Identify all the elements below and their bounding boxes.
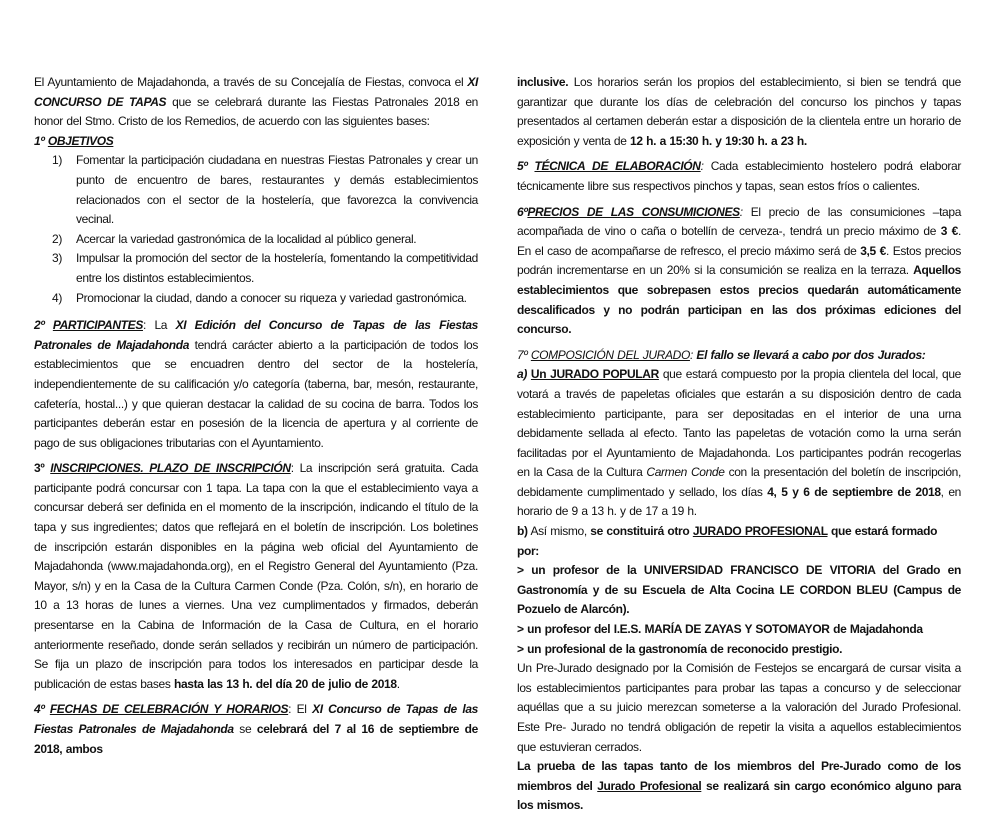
section-4-paragraph: 4º FECHAS DE CELEBRACIÓN Y HORARIOS: El XI Concurso de Tapas de las Fiestas Patronales de Majadahonda se celebrará del 7 al 16 de septiembre de 2018, ambos [34,702,478,756]
jury-member: > un profesional de la gastronomía de reconocido prestigio. [517,641,843,656]
list-item: 1) Fomentar la participación ciudadana en nuestras Fiestas Patronales y crear un punto de encuentro de bares, restaurantes y demás establecimientos relacionados con el sector de la hostelería, que favorezca la convivencia vecinal. [52,153,478,227]
jurado-profesional-paragraph: b) Así mismo, se constituirá otro JURADO PROFESIONAL que estará formado por: [517,524,938,558]
section-4-title: FECHAS DE CELEBRACIÓN Y HORARIOS [49,702,289,717]
section-2-paragraph: 2º PARTICIPANTES: La XI Edición del Concurso de Tapas de las Fiestas Patronales de Majadahonda tendrá carácter abierto a la participación de todos los establecimientos que se encuadren dentro del sector de la hostelería, independientemente de su calificación y/o categoría (taberna, bar, mesón, restaurante, cafetería, hostal...) y que quieran destacar la calidad de su cocina de barra. Todos los participantes deberán estar en posesión de la licencia de apertura y al corriente de pago de sus obligaciones tributarias con el Ayuntamiento. [34,318,478,450]
jurado-popular-title: Un JURADO POPULAR [530,367,659,382]
prejurado-paragraph: Un Pre-Jurado designado por la Comisión de Festejos se encargará de cursar visita a los establecimientos participantes para probar las tapas a concurso y de seleccionar aquéllas que a su juicio merezcan someterse a la valoración del Jurado Profesional. Este Pre- Jurado no tendrá obligación de repetir la visita a aquellos establecimientos que estuvieran cerrados. [517,661,961,754]
jury-member: > un profesor del I.E.S. MARÍA DE ZAYAS Y SOTOMAYOR de Majadahonda [517,622,923,637]
jurado-popular-paragraph: a) Un JURADO POPULAR que estará compuesto por la propia clientela del local, que votará a través de papeletas oficiales que estarán a su disposición dentro de cada establecimiento participante, para ser depositadas en el interior de una urna debidamente sellada al efecto. Tanto las papeletas de votación como la urna serán facilitadas por el Ayuntamiento de Majadahonda. Los participantes podrán recogerlas en la Casa de la Cultura Carmen Conde con la presentación del boletín de inscripción, debidamente cumplimentado y sellado, los días 4, 5 y 6 de septiembre de 2018, en horario de 9 a 13 h. y de 17 a 19 h. [517,367,962,519]
section-1-title: OBJETIVOS [47,133,114,148]
section-4-continuation: inclusive. Los horarios serán los propios del establecimiento, si bien se tendrá que garantizar que durante los días de celebración del concurso los pinchos y tapas presentados al certamen deberán estar a disposición de la clientela entre un horario de exposición y venta de 12 h. a 15:30 h. y 19:30 h. a 23 h. [517,75,961,148]
list-item: 4) Promocionar la ciudad, dando a conocer su riqueza y variedad gastronómica. [52,290,467,305]
jurado-profesional-title: JURADO PROFESIONAL [692,524,828,539]
section-1-heading: 1º OBJETIVOS [34,133,114,148]
contest-name: XI CONCURSO DE TAPAS [34,75,478,109]
section-7-title: COMPOSICIÓN DEL JURADO [530,347,690,362]
right-column [517,73,961,816]
left-column [34,73,478,759]
list-item: 2) Acercar la variedad gastronómica de la localidad al público general. [52,231,417,246]
section-2-title: PARTICIPANTES [52,318,143,333]
section-5-title: TÉCNICA DE ELABORACIÓN [534,159,701,174]
closing-paragraph: La prueba de las tapas tanto de los miembros del Pre-Jurado como de los miembros del Jurado Profesional se realizará sin cargo económico alguno para los mismos. [517,759,961,813]
section-5-paragraph: 5º TÉCNICA DE ELABORACIÓN: Cada establecimiento hostelero podrá elaborar técnicamente libre sus respectivos pinchos y tapas, sean estos fríos o calientes. [517,159,962,193]
intro-paragraph: El Ayuntamiento de Majadahonda, a través de su Concejalía de Fiestas, convoca el XI CONCURSO DE TAPAS que se celebrará durante las Fiestas Patronales 2018 en honor del Stmo. Cristo de los Remedios, de acuerdo con las siguientes bases: [34,75,478,129]
section-7-heading: 7º COMPOSICIÓN DEL JURADO: El fallo se llevará a cabo por dos Jurados: [517,347,926,362]
section-6-paragraph: 6ºPRECIOS DE LAS CONSUMICIONES: El precio de las consumiciones –tapa acompañada de vino o caña o botellín de cerveza-, tendrá un precio máximo de 3 €. En el caso de acompañarse de refresco, el precio máximo será de 3,5 €. Estos precios podrán incrementarse en un 20% si la consumición se realiza en la terraza. Aquellos establecimientos que sobrepasen estos precios quedarán automáticamente descalificados y no podrán participan en las dos próximas ediciones del concurso. [517,204,962,337]
objectives-list [34,151,478,308]
list-item: 3) Impulsar la promoción del sector de la hostelería, fomentando la competitividad entre los distintos establecimientos. [52,251,478,285]
jury-member: > un profesor de la UNIVERSIDAD FRANCISCO DE VITORIA del Grado en Gastronomía y de su Escuela de Alta Cocina LE CORDON BLEU (Campus de Pozuelo de Alarcón). [517,563,961,617]
section-3-paragraph: 3º INSCRIPCIONES. PLAZO DE INSCRIPCIÓN: La inscripción será gratuita. Cada participante podrá concursar con 1 tapa. La tapa con la que el establecimiento vaya a concursar deberá ser definida en el momento de la inscripción, indicando el título de la tapa y sus ingredientes; datos que reflejará en el boletín de inscripción. Los boletines de inscripción estarán disponibles en la página web oficial del Ayuntamiento de Majadahonda (www.majadahonda.org), en el Registro General del Ayuntamiento (Pza. Mayor, s/n) y en la Casa de la Cultura Carmen Conde (Pza. Colón, s/n), en horario de 10 a 13 horas de lunes a viernes. Una vez cumplimentados y firmados, deberán presentarse en la Cabina de Información de la Casa de Cultura, en el horario anteriormente reseñado, donde serán sellados y recibirán un número de participación. Se fija un plazo de inscripción para todos los interesados en participar desde la publicación de estas bases hasta las 13 h. del día 20 de julio de 2018. [34,461,478,691]
section-3-title: INSCRIPCIONES. PLAZO DE INSCRIPCIÓN [50,461,291,476]
section-6-title: PRECIOS DE LAS CONSUMICIONES [527,204,740,219]
